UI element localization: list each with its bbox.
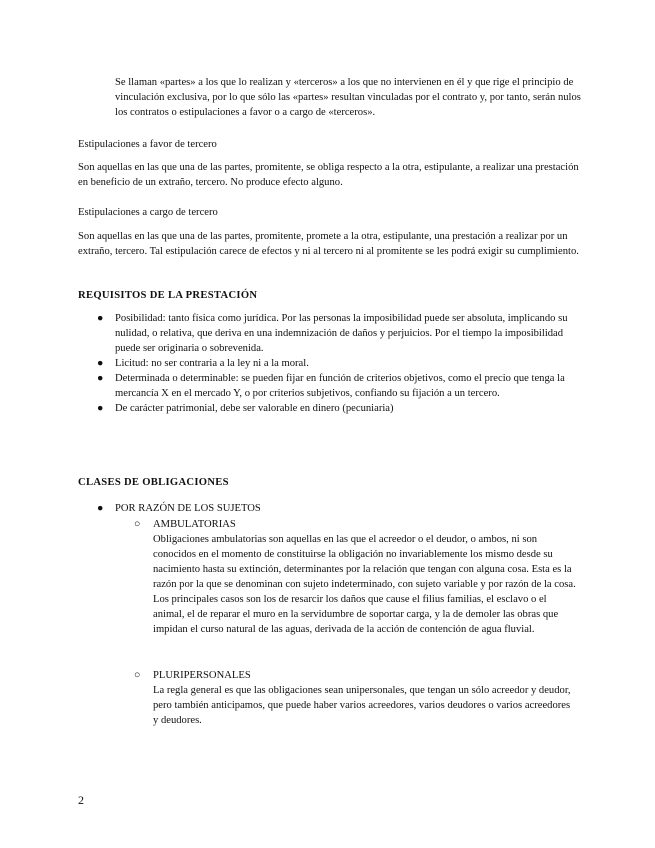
sub-item-ambulatorias [134, 517, 578, 637]
bullet-icon: ● [97, 313, 104, 324]
requisitos-list [78, 311, 588, 416]
list-item [78, 371, 588, 401]
list-item [78, 356, 588, 371]
list-item-text: Determinada o determinable: se pueden fijar en función de criterios objetivos, como el precio que tenga la mercancía X en el mercado Y, o por criterios subjetivos, confiando su fijación a un tercero. [115, 373, 565, 399]
group-label: POR RAZÓN DE LOS SUJETOS [115, 503, 261, 514]
list-item-text: Licitud: no ser contraria a la ley ni a la moral. [115, 358, 309, 369]
clases-heading: CLASES DE OBLIGACIONES [78, 477, 229, 488]
bullet-icon: ● [97, 373, 104, 384]
list-item [78, 401, 588, 416]
sub-item-text: La regla general es que las obligaciones sean unipersonales, que tengan un sólo acreedor y deudor, pero también anticipamos, que puede haber varios acreedores, varios deudores o varios acreedores y deudores. [153, 685, 571, 726]
intro-paragraph: Se llaman «partes» a los que lo realizan y «terceros» a los que no intervienen en él y que rige el principio de vinculación exclusiva, por lo que sólo las «partes» resultan vinculadas por el contrato y, por tanto, serán nulos los contratos o estipulaciones a favor o a cargo de «terceros». [115, 77, 581, 118]
bullet-icon: ● [97, 358, 104, 369]
list-item-text: Posibilidad: tanto física como jurídica. Por las personas la imposibilidad puede ser absoluta, implicando su nulidad, o relativa, que deriva en una indemnización de daños y perjuicios. Por el tiempo la imposibilidad puede ser originaria o sobrevenida. [115, 313, 568, 354]
sub-item-pluripersonales [134, 668, 578, 728]
sub-item-title: PLURIPERSONALES [153, 670, 251, 681]
circle-bullet-icon: ○ [134, 670, 141, 681]
list-item [78, 311, 588, 356]
favor-text: Son aquellas en las que una de las partes, promitente, se obliga respecto a la otra, estipulante, a realizar una prestación en beneficio de un extraño, tercero. No produce efecto alguno. [78, 162, 579, 188]
list-item-text: De carácter patrimonial, debe ser valorable en dinero (pecuniaria) [115, 403, 394, 414]
sub-item-text: Obligaciones ambulatorias son aquellas en las que el acreedor o el deudor, o ambos, ni son conocidos en el momento de constituirse la obligación no invariablemente los mismo desde su nacimiento hasta su extinción, determinantes por la relación que tengan con alguna cosa. Esta es la razón por la que se denominan con sujeto indeterminado, con sujeto variable y por razón de la cosa. Los principales casos son los de resarcir los daños que cause el filius familias, el esclavo o el animal, el de reparar el muro en la servidumbre de soportar carga, y la de demoler las obras que impidan el curso natural de las aguas, derivada de la acción de contención de agua fluvial. [153, 534, 576, 635]
requisitos-heading: REQUISITOS DE LA PRESTACIÓN [78, 290, 258, 301]
sub-item-title: AMBULATORIAS [153, 519, 236, 530]
cargo-text: Son aquellas en las que una de las partes, promitente, promete a la otra, estipulante, una prestación a realizar por un extraño, tercero. Tal estipulación carece de efectos y ni al tercero ni al promitente se les podrá exigir su cumplimiento. [78, 231, 579, 257]
page-number: 2 [78, 793, 84, 807]
circle-bullet-icon: ○ [134, 519, 141, 530]
favor-title: Estipulaciones a favor de tercero [78, 139, 217, 150]
group-item-sujetos [78, 501, 588, 516]
bullet-icon: ● [97, 403, 104, 414]
cargo-title: Estipulaciones a cargo de tercero [78, 207, 218, 218]
bullet-icon: ● [97, 503, 104, 514]
